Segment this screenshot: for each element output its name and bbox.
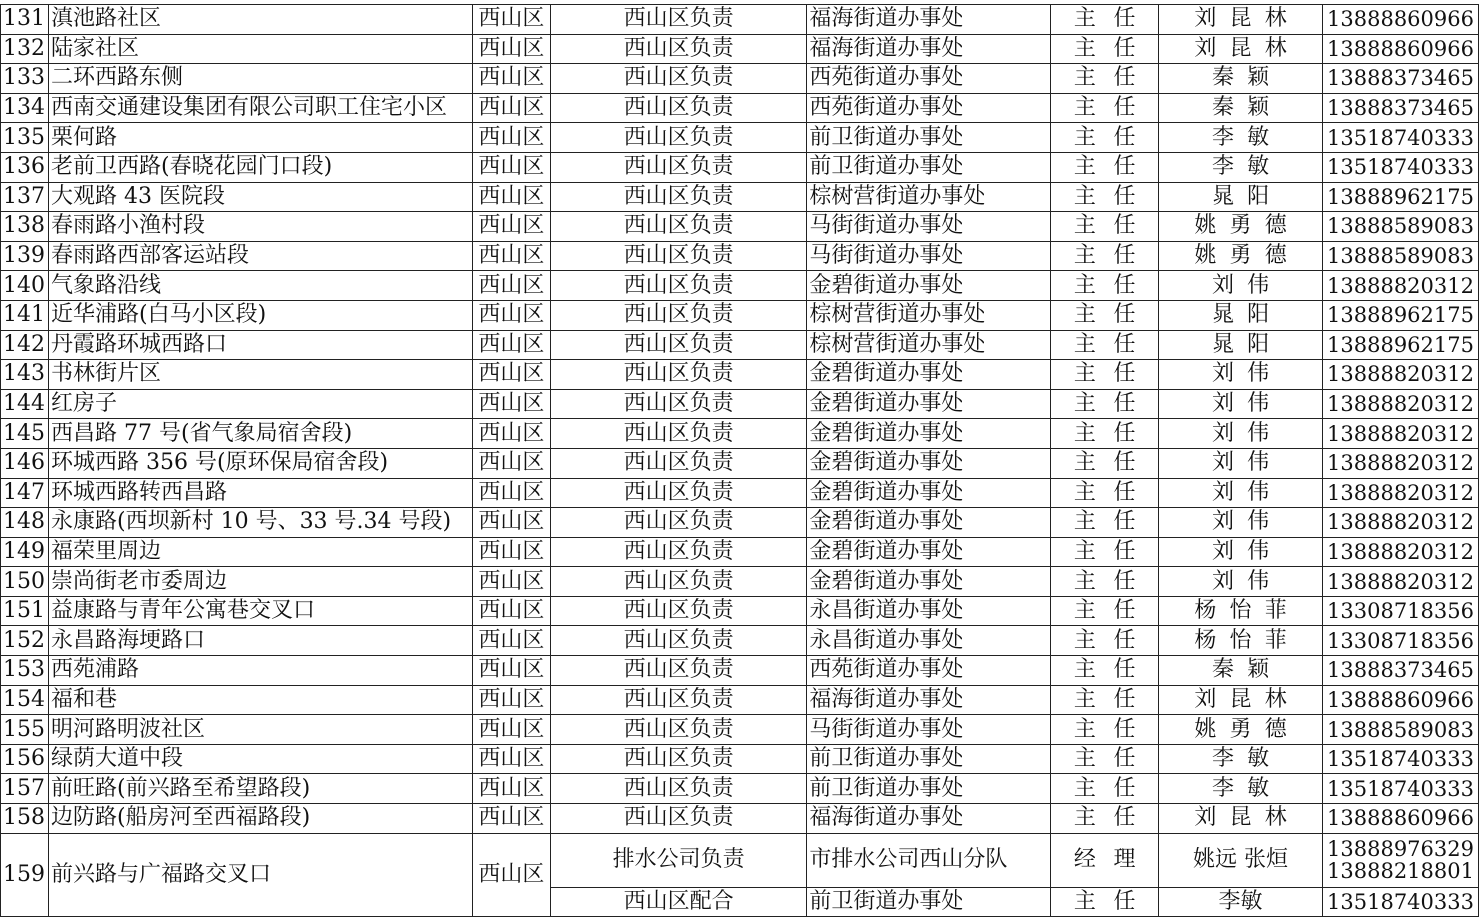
table-row xyxy=(1,478,1479,508)
person-cell: 刘昆林 xyxy=(1159,5,1323,35)
person-cell: 刘昆林 xyxy=(1159,685,1323,715)
title-cell: 主任 xyxy=(1051,774,1159,804)
phone-cell: 13518740333 xyxy=(1322,152,1478,182)
person-cell: 晁阳 xyxy=(1159,330,1323,360)
table-row xyxy=(1,744,1479,774)
unit-cell: 金碧街道办事处 xyxy=(807,567,1051,597)
location-cell: 二环西路东侧 xyxy=(49,64,473,94)
person-cell: 姚勇德 xyxy=(1159,212,1323,242)
unit-cell: 金碧街道办事处 xyxy=(807,360,1051,390)
table-row xyxy=(1,389,1479,419)
title-cell: 主任 xyxy=(1051,567,1159,597)
phone-cell: 13888820312 xyxy=(1322,567,1478,597)
unit-cell: 金碧街道办事处 xyxy=(807,478,1051,508)
unit-cell: 西苑街道办事处 xyxy=(807,93,1051,123)
responsibility-cell: 西山区负责 xyxy=(550,774,806,804)
table-row xyxy=(1,5,1479,35)
row-number: 137 xyxy=(1,182,49,212)
location-cell: 老前卫西路(春晓花园门口段) xyxy=(49,152,473,182)
district-cell: 西山区 xyxy=(472,596,550,626)
unit-cell: 前卫街道办事处 xyxy=(807,774,1051,804)
unit-cell: 马街街道办事处 xyxy=(807,715,1051,745)
district-cell: 西山区 xyxy=(472,152,550,182)
location-cell: 栗何路 xyxy=(49,123,473,153)
location-cell: 永昌路海埂路口 xyxy=(49,626,473,656)
responsibility-cell: 西山区负责 xyxy=(550,448,806,478)
title-cell: 主任 xyxy=(1051,804,1159,834)
district-cell: 西山区 xyxy=(472,123,550,153)
row-number: 131 xyxy=(1,5,49,35)
person-cell: 刘伟 xyxy=(1159,567,1323,597)
table-row xyxy=(1,419,1479,449)
responsibility-cell: 西山区负责 xyxy=(550,626,806,656)
row-number: 146 xyxy=(1,448,49,478)
row-number: 150 xyxy=(1,567,49,597)
phone-cell: 13888589083 xyxy=(1322,241,1478,271)
phone-cell xyxy=(1322,833,1478,887)
responsibility-cell: 西山区负责 xyxy=(550,5,806,35)
unit-cell: 永昌街道办事处 xyxy=(807,626,1051,656)
responsibility-cell: 西山区负责 xyxy=(550,271,806,301)
phone-cell: 13518740333 xyxy=(1322,774,1478,804)
row-number: 158 xyxy=(1,804,49,834)
phone-cell: 13888820312 xyxy=(1322,271,1478,301)
location-cell: 红房子 xyxy=(49,389,473,419)
location-cell: 绿荫大道中段 xyxy=(49,744,473,774)
phone-cell: 13888962175 xyxy=(1322,182,1478,212)
location-cell: 春雨路小渔村段 xyxy=(49,212,473,242)
person-cell: 晁阳 xyxy=(1159,300,1323,330)
phone-cell: 13888860966 xyxy=(1322,685,1478,715)
person-cell: 李敏 xyxy=(1159,744,1323,774)
row-number: 156 xyxy=(1,744,49,774)
district-cell: 西山区 xyxy=(472,5,550,35)
table-row xyxy=(1,300,1479,330)
unit-cell: 前卫街道办事处 xyxy=(807,152,1051,182)
location-cell: 福和巷 xyxy=(49,685,473,715)
title-cell: 主任 xyxy=(1051,685,1159,715)
title-cell: 主任 xyxy=(1051,887,1159,917)
row-number: 133 xyxy=(1,64,49,94)
row-number: 153 xyxy=(1,656,49,686)
table-row xyxy=(1,271,1479,301)
table-row xyxy=(1,212,1479,242)
title-cell: 主任 xyxy=(1051,212,1159,242)
person-cell: 刘伟 xyxy=(1159,508,1323,538)
unit-cell: 马街街道办事处 xyxy=(807,241,1051,271)
row-number: 132 xyxy=(1,34,49,64)
district-cell: 西山区 xyxy=(472,448,550,478)
title-cell: 主任 xyxy=(1051,448,1159,478)
title-cell: 主任 xyxy=(1051,5,1159,35)
district-cell: 西山区 xyxy=(472,715,550,745)
location-cell: 春雨路西部客运站段 xyxy=(49,241,473,271)
location-cell: 永康路(西坝新村 10 号、33 号.34 号段) xyxy=(49,508,473,538)
title-cell: 主任 xyxy=(1051,64,1159,94)
district-cell: 西山区 xyxy=(472,508,550,538)
person-cell: 刘伟 xyxy=(1159,419,1323,449)
location-cell: 崇尚街老市委周边 xyxy=(49,567,473,597)
phone-cell: 13888373465 xyxy=(1322,656,1478,686)
row-number: 143 xyxy=(1,360,49,390)
location-cell: 前兴路与广福路交叉口 xyxy=(49,833,473,917)
phone-cell: 13888860966 xyxy=(1322,34,1478,64)
person-cell: 杨怡菲 xyxy=(1159,626,1323,656)
unit-cell: 棕树营街道办事处 xyxy=(807,300,1051,330)
location-cell: 丹霞路环城西路口 xyxy=(49,330,473,360)
district-cell: 西山区 xyxy=(472,241,550,271)
person-cell: 刘伟 xyxy=(1159,537,1323,567)
table-row xyxy=(1,596,1479,626)
person-cell: 姚勇德 xyxy=(1159,241,1323,271)
unit-cell: 前卫街道办事处 xyxy=(807,744,1051,774)
phone-cell: 13888820312 xyxy=(1322,419,1478,449)
district-cell: 西山区 xyxy=(472,360,550,390)
table-row xyxy=(1,182,1479,212)
row-number: 157 xyxy=(1,774,49,804)
row-number: 139 xyxy=(1,241,49,271)
table-row xyxy=(1,123,1479,153)
district-cell: 西山区 xyxy=(472,774,550,804)
district-cell: 西山区 xyxy=(472,389,550,419)
row-number: 151 xyxy=(1,596,49,626)
title-cell: 主任 xyxy=(1051,300,1159,330)
phone-cell: 13888589083 xyxy=(1322,715,1478,745)
title-cell: 主任 xyxy=(1051,478,1159,508)
phone-cell: 13888373465 xyxy=(1322,93,1478,123)
row-number: 142 xyxy=(1,330,49,360)
phone-cell: 13888820312 xyxy=(1322,360,1478,390)
location-cell: 明河路明波社区 xyxy=(49,715,473,745)
unit-cell: 永昌街道办事处 xyxy=(807,596,1051,626)
location-cell: 大观路 43 医院段 xyxy=(49,182,473,212)
location-cell: 气象路沿线 xyxy=(49,271,473,301)
title-cell: 主任 xyxy=(1051,596,1159,626)
title-cell: 主任 xyxy=(1051,744,1159,774)
district-cell: 西山区 xyxy=(472,537,550,567)
row-number: 136 xyxy=(1,152,49,182)
table-row xyxy=(1,360,1479,390)
district-cell: 西山区 xyxy=(472,685,550,715)
unit-cell: 福海街道办事处 xyxy=(807,34,1051,64)
title-cell: 主任 xyxy=(1051,34,1159,64)
row-number: 138 xyxy=(1,212,49,242)
table-row xyxy=(1,64,1479,94)
unit-cell: 金碧街道办事处 xyxy=(807,508,1051,538)
row-number: 135 xyxy=(1,123,49,153)
district-cell: 西山区 xyxy=(472,626,550,656)
responsibility-cell: 西山区负责 xyxy=(550,360,806,390)
location-cell: 陆家社区 xyxy=(49,34,473,64)
responsibility-cell: 西山区负责 xyxy=(550,182,806,212)
row-number: 140 xyxy=(1,271,49,301)
responsibility-cell: 西山区负责 xyxy=(550,241,806,271)
title-cell: 主任 xyxy=(1051,419,1159,449)
location-cell: 环城西路转西昌路 xyxy=(49,478,473,508)
phone-cell: 13888820312 xyxy=(1322,537,1478,567)
district-cell: 西山区 xyxy=(472,64,550,94)
unit-cell: 福海街道办事处 xyxy=(807,804,1051,834)
unit-cell: 金碧街道办事处 xyxy=(807,448,1051,478)
table-row xyxy=(1,93,1479,123)
responsibility-cell: 西山区负责 xyxy=(550,744,806,774)
title-cell: 主任 xyxy=(1051,656,1159,686)
title-cell: 主任 xyxy=(1051,537,1159,567)
responsibility-cell: 西山区负责 xyxy=(550,330,806,360)
title-cell: 主任 xyxy=(1051,330,1159,360)
location-cell: 西昌路 77 号(省气象局宿舍段) xyxy=(49,419,473,449)
phone-cell: 13888589083 xyxy=(1322,212,1478,242)
location-cell: 书林街片区 xyxy=(49,360,473,390)
district-cell: 西山区 xyxy=(472,656,550,686)
row-number: 154 xyxy=(1,685,49,715)
responsibility-cell: 西山区配合 xyxy=(550,887,806,917)
row-number: 145 xyxy=(1,419,49,449)
person-cell: 秦颖 xyxy=(1159,656,1323,686)
responsibility-cell: 西山区负责 xyxy=(550,212,806,242)
table-row xyxy=(1,448,1479,478)
district-cell: 西山区 xyxy=(472,567,550,597)
table-row xyxy=(1,774,1479,804)
row-number: 149 xyxy=(1,537,49,567)
phone-cell: 13888860966 xyxy=(1322,5,1478,35)
person-cell: 刘伟 xyxy=(1159,389,1323,419)
row-number: 147 xyxy=(1,478,49,508)
title-cell: 主任 xyxy=(1051,123,1159,153)
location-cell: 边防路(船房河至西福路段) xyxy=(49,804,473,834)
table-row xyxy=(1,508,1479,538)
table-row xyxy=(1,685,1479,715)
unit-cell: 金碧街道办事处 xyxy=(807,271,1051,301)
table-row xyxy=(1,34,1479,64)
responsibility-cell: 西山区负责 xyxy=(550,685,806,715)
responsibility-cell: 西山区负责 xyxy=(550,34,806,64)
location-cell: 环城西路 356 号(原环保局宿舍段) xyxy=(49,448,473,478)
responsibility-cell: 西山区负责 xyxy=(550,804,806,834)
responsibility-cell: 西山区负责 xyxy=(550,596,806,626)
row-number: 141 xyxy=(1,300,49,330)
district-cell: 西山区 xyxy=(472,212,550,242)
person-cell: 刘伟 xyxy=(1159,478,1323,508)
phone-cell: 13888820312 xyxy=(1322,448,1478,478)
person-cell: 秦颖 xyxy=(1159,64,1323,94)
person-cell: 秦颖 xyxy=(1159,93,1323,123)
phone-cell: 13888373465 xyxy=(1322,64,1478,94)
responsibility-cell: 西山区负责 xyxy=(550,64,806,94)
location-cell: 西南交通建设集团有限公司职工住宅小区 xyxy=(49,93,473,123)
title-cell: 主任 xyxy=(1051,241,1159,271)
table-row xyxy=(1,804,1479,834)
row-number: 134 xyxy=(1,93,49,123)
person-cell: 姚勇德 xyxy=(1159,715,1323,745)
table-row xyxy=(1,241,1479,271)
title-cell: 主任 xyxy=(1051,152,1159,182)
responsibility-table xyxy=(0,4,1479,917)
phone-cell: 13888820312 xyxy=(1322,508,1478,538)
unit-cell: 金碧街道办事处 xyxy=(807,537,1051,567)
person-cell: 李敏 xyxy=(1159,887,1323,917)
phone-cell: 13518740333 xyxy=(1322,887,1478,917)
district-cell: 西山区 xyxy=(472,93,550,123)
responsibility-cell: 西山区负责 xyxy=(550,389,806,419)
responsibility-cell: 西山区负责 xyxy=(550,123,806,153)
location-cell: 西苑浦路 xyxy=(49,656,473,686)
table-row xyxy=(1,656,1479,686)
table-row xyxy=(1,626,1479,656)
location-cell: 近华浦路(白马小区段) xyxy=(49,300,473,330)
unit-cell: 金碧街道办事处 xyxy=(807,389,1051,419)
unit-cell: 市排水公司西山分队 xyxy=(807,833,1051,887)
person-cell: 李敏 xyxy=(1159,152,1323,182)
unit-cell: 金碧街道办事处 xyxy=(807,419,1051,449)
row-number: 148 xyxy=(1,508,49,538)
district-cell: 西山区 xyxy=(472,478,550,508)
unit-cell: 福海街道办事处 xyxy=(807,5,1051,35)
district-cell: 西山区 xyxy=(472,330,550,360)
unit-cell: 马街街道办事处 xyxy=(807,212,1051,242)
title-cell: 主任 xyxy=(1051,508,1159,538)
responsibility-cell: 西山区负责 xyxy=(550,300,806,330)
table-row xyxy=(1,537,1479,567)
person-cell: 杨怡菲 xyxy=(1159,596,1323,626)
title-cell: 主任 xyxy=(1051,182,1159,212)
table-row xyxy=(1,330,1479,360)
person-cell: 刘伟 xyxy=(1159,360,1323,390)
location-cell: 前旺路(前兴路至希望路段) xyxy=(49,774,473,804)
responsibility-cell: 西山区负责 xyxy=(550,656,806,686)
responsibility-cell: 西山区负责 xyxy=(550,419,806,449)
phone-cell: 13518740333 xyxy=(1322,123,1478,153)
district-cell: 西山区 xyxy=(472,300,550,330)
person-cell: 刘昆林 xyxy=(1159,34,1323,64)
responsibility-cell: 西山区负责 xyxy=(550,93,806,123)
unit-cell: 福海街道办事处 xyxy=(807,685,1051,715)
phone-cell: 13888860966 xyxy=(1322,804,1478,834)
district-cell: 西山区 xyxy=(472,419,550,449)
phone-cell: 13888962175 xyxy=(1322,330,1478,360)
location-cell: 益康路与青年公寓巷交叉口 xyxy=(49,596,473,626)
title-cell: 主任 xyxy=(1051,360,1159,390)
responsibility-cell: 西山区负责 xyxy=(550,508,806,538)
table-row-159 xyxy=(1,833,1479,917)
responsibility-cell: 西山区负责 xyxy=(550,567,806,597)
phone-cell: 13888962175 xyxy=(1322,300,1478,330)
table-body xyxy=(1,5,1479,834)
responsibility-cell: 西山区负责 xyxy=(550,152,806,182)
title-cell: 主任 xyxy=(1051,626,1159,656)
responsibility-cell: 西山区负责 xyxy=(550,715,806,745)
title-cell: 主任 xyxy=(1051,389,1159,419)
location-cell: 滇池路社区 xyxy=(49,5,473,35)
row-number: 159 xyxy=(1,833,49,917)
phone-line-1: 13888976329 xyxy=(1327,837,1474,862)
phone-cell: 13518740333 xyxy=(1322,744,1478,774)
responsibility-cell: 西山区负责 xyxy=(550,478,806,508)
district-cell: 西山区 xyxy=(472,804,550,834)
person-cell: 李敏 xyxy=(1159,774,1323,804)
phone-cell: 13308718356 xyxy=(1322,626,1478,656)
title-cell: 主任 xyxy=(1051,271,1159,301)
table-row xyxy=(1,715,1479,745)
row-number: 152 xyxy=(1,626,49,656)
unit-cell: 棕树营街道办事处 xyxy=(807,330,1051,360)
unit-cell: 西苑街道办事处 xyxy=(807,656,1051,686)
title-cell: 主任 xyxy=(1051,93,1159,123)
responsibility-cell: 排水公司负责 xyxy=(550,833,806,887)
row-number: 144 xyxy=(1,389,49,419)
person-cell: 晁阳 xyxy=(1159,182,1323,212)
district-cell: 西山区 xyxy=(472,744,550,774)
title-cell: 经理 xyxy=(1051,833,1159,887)
person-cell: 姚远 张烜 xyxy=(1159,833,1323,887)
district-cell: 西山区 xyxy=(472,271,550,301)
phone-cell: 13888820312 xyxy=(1322,389,1478,419)
district-cell: 西山区 xyxy=(472,833,550,917)
person-cell: 李敏 xyxy=(1159,123,1323,153)
person-cell: 刘伟 xyxy=(1159,271,1323,301)
unit-cell: 前卫街道办事处 xyxy=(807,887,1051,917)
district-cell: 西山区 xyxy=(472,182,550,212)
phone-cell: 13308718356 xyxy=(1322,596,1478,626)
unit-cell: 棕树营街道办事处 xyxy=(807,182,1051,212)
table-row xyxy=(1,152,1479,182)
table-row xyxy=(1,567,1479,597)
unit-cell: 前卫街道办事处 xyxy=(807,123,1051,153)
person-cell: 刘伟 xyxy=(1159,448,1323,478)
responsibility-cell: 西山区负责 xyxy=(550,537,806,567)
location-cell: 福荣里周边 xyxy=(49,537,473,567)
phone-line-2: 13888218801 xyxy=(1327,859,1474,884)
unit-cell: 西苑街道办事处 xyxy=(807,64,1051,94)
district-cell: 西山区 xyxy=(472,34,550,64)
phone-cell: 13888820312 xyxy=(1322,478,1478,508)
person-cell: 刘昆林 xyxy=(1159,804,1323,834)
row-number: 155 xyxy=(1,715,49,745)
title-cell: 主任 xyxy=(1051,715,1159,745)
